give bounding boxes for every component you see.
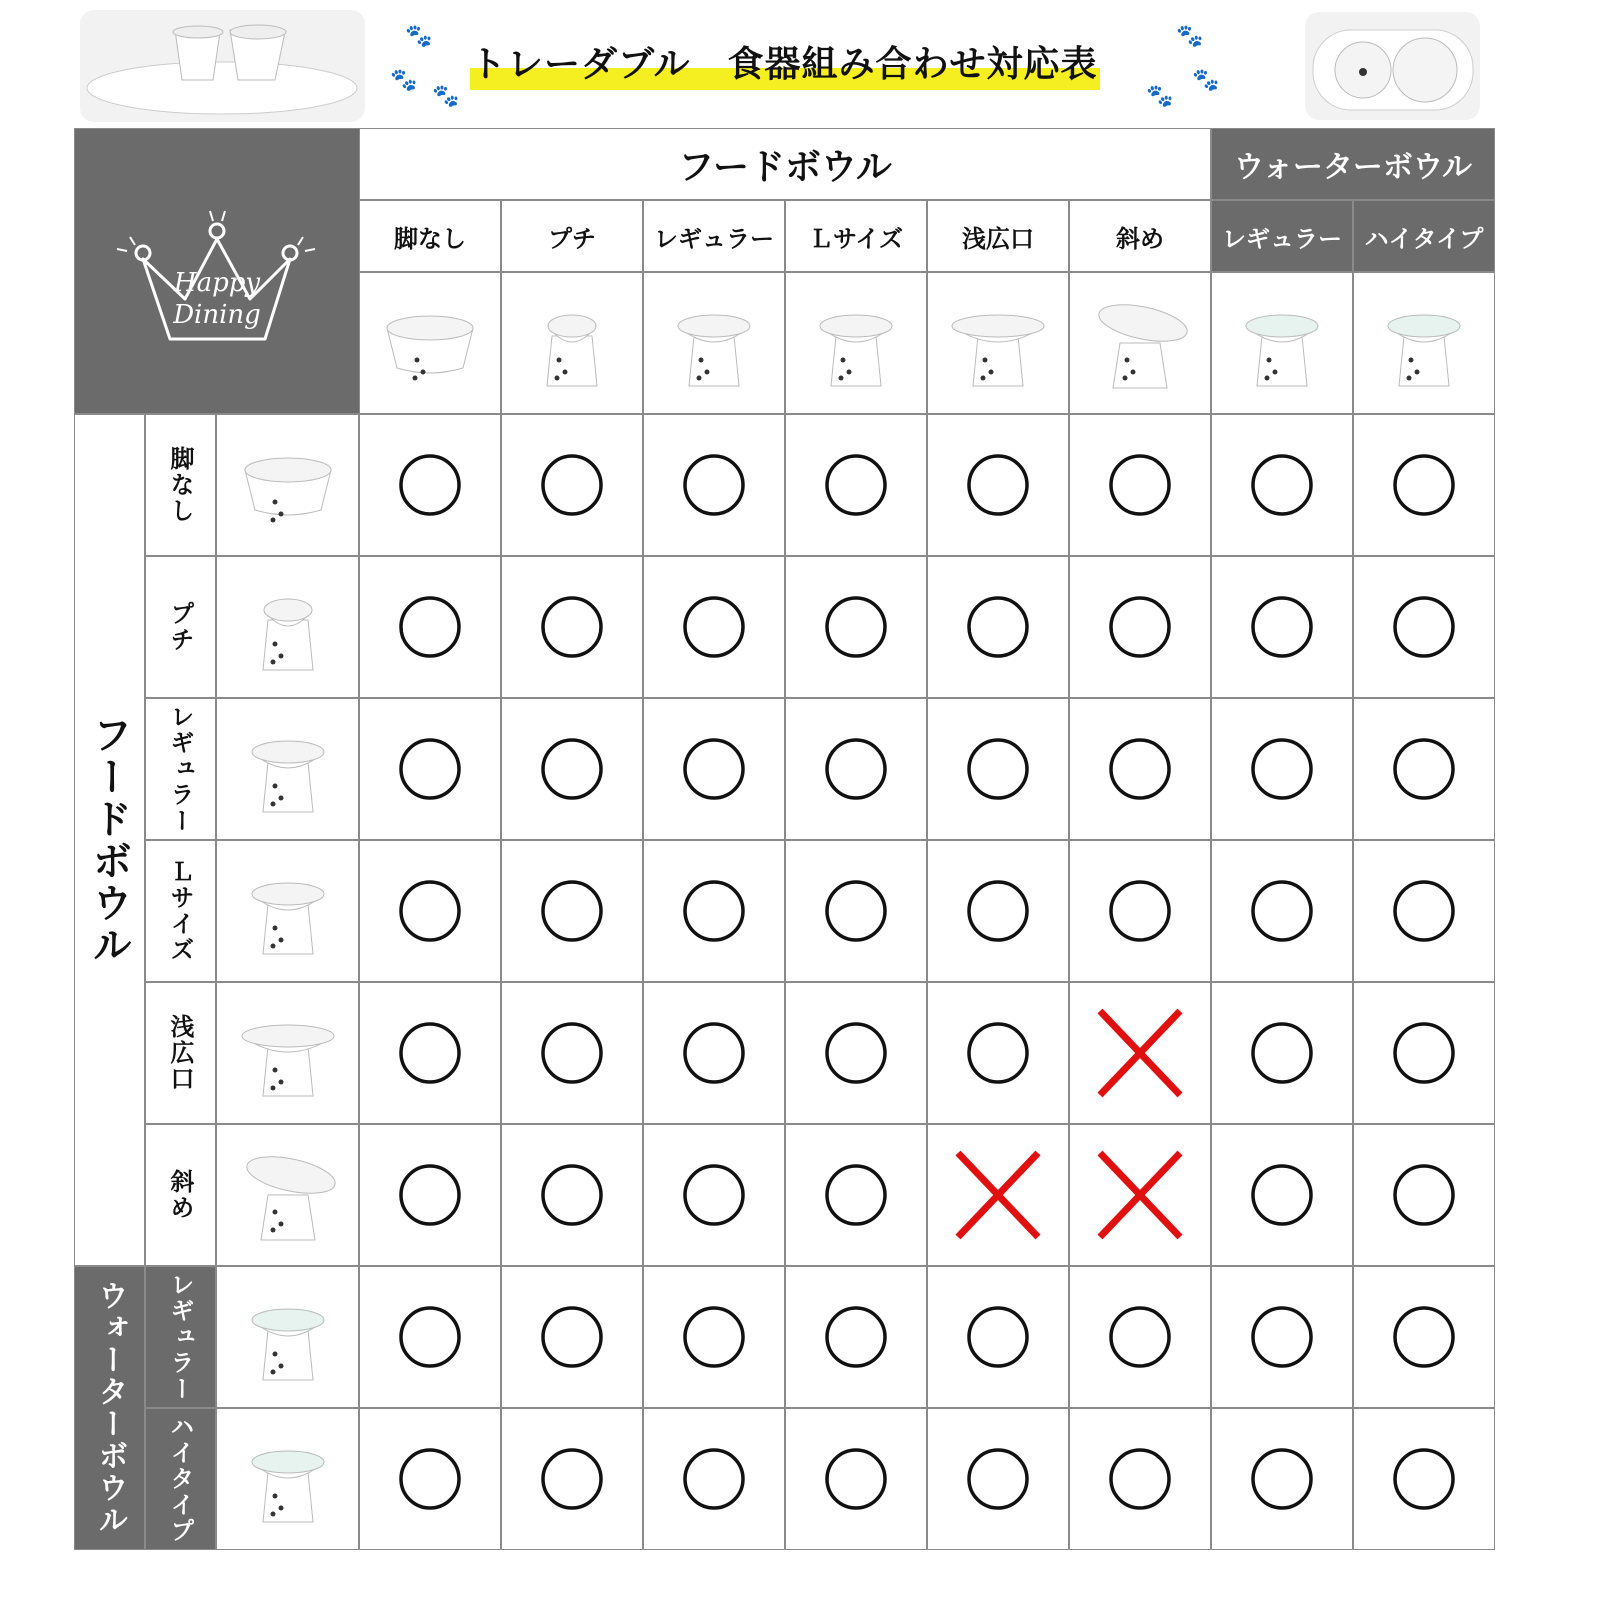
matrix-cell (1069, 840, 1211, 982)
paw-icon: 🐾 (432, 84, 460, 109)
bowl-icon (659, 288, 769, 398)
bowl-icon (233, 572, 343, 682)
bowl-icon (233, 998, 343, 1108)
compatible-circle-icon (664, 1003, 764, 1103)
logo-text-1: Happy (173, 268, 261, 298)
compatible-circle-icon (522, 1429, 622, 1529)
matrix-cell (785, 1266, 927, 1408)
col-header-5: 斜め (1069, 200, 1211, 272)
incompatible-cross-icon (1090, 1145, 1190, 1245)
bowl-icon (1227, 288, 1337, 398)
matrix-cell (643, 414, 785, 556)
compatible-circle-icon (948, 719, 1048, 819)
tray-photo-right (1305, 12, 1480, 120)
matrix-cell (1211, 1124, 1353, 1266)
compatible-circle-icon (522, 577, 622, 677)
matrix-cell (927, 414, 1069, 556)
matrix-cell (643, 982, 785, 1124)
matrix-cell (359, 840, 501, 982)
matrix-cell (927, 1266, 1069, 1408)
row-header-0: 脚なし (145, 414, 216, 556)
compatible-circle-icon (1232, 1003, 1332, 1103)
compatible-circle-icon (664, 435, 764, 535)
matrix-cell (643, 840, 785, 982)
compatible-circle-icon (948, 1429, 1048, 1529)
bowl-icon (1369, 288, 1479, 398)
compatible-circle-icon (380, 719, 480, 819)
crown-logo (75, 129, 361, 415)
col-header-2: レギュラー (643, 200, 785, 272)
compatible-circle-icon (806, 1429, 906, 1529)
compatible-circle-icon (522, 1287, 622, 1387)
matrix-cell (1069, 698, 1211, 840)
bowl-icon (801, 288, 911, 398)
matrix-cell (1353, 698, 1495, 840)
col-photo-0 (359, 272, 501, 414)
matrix-cell (1211, 414, 1353, 556)
bowl-icon (233, 1282, 343, 1392)
matrix-cell (1353, 1408, 1495, 1550)
matrix-cell (1069, 1124, 1211, 1266)
matrix-cell (1211, 1408, 1353, 1550)
matrix-cell (1211, 840, 1353, 982)
matrix-cell (359, 982, 501, 1124)
bowl-icon (233, 856, 343, 966)
compatible-circle-icon (806, 861, 906, 961)
incompatible-cross-icon (1090, 1003, 1190, 1103)
row-group-food: フードボウル (74, 414, 145, 1266)
row-photo-4 (216, 982, 359, 1124)
row-header-4: 浅広口 (145, 982, 216, 1124)
matrix-cell (1353, 840, 1495, 982)
compatible-circle-icon (664, 1429, 764, 1529)
paw-icon: 🐾 (1176, 24, 1204, 49)
row-photo-7 (216, 1408, 359, 1550)
matrix-cell (1211, 698, 1353, 840)
matrix-cell (1353, 414, 1495, 556)
matrix-cell (927, 1124, 1069, 1266)
compatible-circle-icon (522, 435, 622, 535)
compatible-circle-icon (1374, 1287, 1474, 1387)
compatible-circle-icon (522, 861, 622, 961)
compatible-circle-icon (948, 861, 1048, 961)
row-group-water: ウォーターボウル (74, 1266, 145, 1550)
col-header-1: プチ (501, 200, 643, 272)
bowl-icon (375, 288, 485, 398)
compatible-circle-icon (380, 861, 480, 961)
compatible-circle-icon (522, 1145, 622, 1245)
compatible-circle-icon (380, 1003, 480, 1103)
matrix-cell (359, 556, 501, 698)
col-photo-5 (1069, 272, 1211, 414)
col-header-3: Ｌサイズ (785, 200, 927, 272)
compatible-circle-icon (1232, 1429, 1332, 1529)
matrix-cell (643, 698, 785, 840)
row-photo-2 (216, 698, 359, 840)
matrix-cell (501, 1266, 643, 1408)
paw-icon: 🐾 (1192, 68, 1220, 93)
compatible-circle-icon (380, 1429, 480, 1529)
matrix-cell (501, 698, 643, 840)
compatible-circle-icon (664, 577, 764, 677)
col-photo-6 (1211, 272, 1353, 414)
compatible-circle-icon (1232, 861, 1332, 961)
compatible-circle-icon (1232, 435, 1332, 535)
matrix-cell (1211, 982, 1353, 1124)
row-header-5: 斜め (145, 1124, 216, 1266)
compatible-circle-icon (806, 1145, 906, 1245)
matrix-cell (785, 1408, 927, 1550)
matrix-cell (643, 556, 785, 698)
col-group-water: ウォーターボウル (1211, 128, 1495, 200)
row-header-2: レギュラー (145, 698, 216, 840)
bowl-icon (1085, 288, 1195, 398)
col-group-food: フードボウル (359, 128, 1211, 200)
compatible-circle-icon (1374, 1145, 1474, 1245)
row-photo-5 (216, 1124, 359, 1266)
matrix-cell (643, 1408, 785, 1550)
compatible-circle-icon (1374, 719, 1474, 819)
matrix-cell (1069, 1408, 1211, 1550)
compatible-circle-icon (948, 577, 1048, 677)
row-header-1: プチ (145, 556, 216, 698)
matrix-cell (785, 982, 927, 1124)
col-header-4: 浅広口 (927, 200, 1069, 272)
col-header-6: レギュラー (1211, 200, 1353, 272)
col-photo-2 (643, 272, 785, 414)
col-photo-3 (785, 272, 927, 414)
paw-icon: 🐾 (405, 24, 433, 49)
compatible-circle-icon (1090, 435, 1190, 535)
compatible-circle-icon (664, 1287, 764, 1387)
bowl-icon (517, 288, 627, 398)
compatible-circle-icon (1232, 1287, 1332, 1387)
matrix-cell (359, 1266, 501, 1408)
matrix-cell (785, 414, 927, 556)
paw-icon: 🐾 (1146, 84, 1174, 109)
compatible-circle-icon (380, 577, 480, 677)
matrix-cell (927, 1408, 1069, 1550)
tray-photo-left (80, 10, 365, 122)
compatible-circle-icon (1090, 719, 1190, 819)
compatible-circle-icon (380, 1287, 480, 1387)
matrix-cell (501, 840, 643, 982)
compatible-circle-icon (664, 861, 764, 961)
compatible-circle-icon (1374, 435, 1474, 535)
matrix-cell (501, 414, 643, 556)
compatible-circle-icon (664, 1145, 764, 1245)
compatible-circle-icon (1374, 577, 1474, 677)
page-title: トレーダブル 食器組み合わせ対応表 (470, 44, 1098, 85)
col-header-0: 脚なし (359, 200, 501, 272)
incompatible-cross-icon (948, 1145, 1048, 1245)
compatible-circle-icon (522, 719, 622, 819)
matrix-cell (927, 556, 1069, 698)
matrix-cell (1069, 414, 1211, 556)
compatible-circle-icon (1374, 1429, 1474, 1529)
row-photo-6 (216, 1266, 359, 1408)
bowl-icon (233, 1424, 343, 1534)
logo-cell (74, 128, 360, 414)
bowl-icon (233, 1140, 343, 1250)
compatible-circle-icon (1090, 1429, 1190, 1529)
matrix-cell (1069, 1266, 1211, 1408)
compatible-circle-icon (1090, 861, 1190, 961)
compatible-circle-icon (522, 1003, 622, 1103)
compatible-circle-icon (806, 719, 906, 819)
compatible-circle-icon (380, 435, 480, 535)
matrix-cell (643, 1266, 785, 1408)
col-photo-1 (501, 272, 643, 414)
matrix-cell (785, 556, 927, 698)
matrix-cell (785, 698, 927, 840)
bowl-icon (943, 288, 1053, 398)
compatible-circle-icon (806, 435, 906, 535)
paw-icon: 🐾 (390, 68, 418, 93)
matrix-cell (1353, 1266, 1495, 1408)
matrix-cell (927, 840, 1069, 982)
matrix-cell (1069, 556, 1211, 698)
compatible-circle-icon (1090, 577, 1190, 677)
matrix-cell (359, 1408, 501, 1550)
matrix-cell (1211, 1266, 1353, 1408)
col-photo-7 (1353, 272, 1495, 414)
compatible-circle-icon (806, 577, 906, 677)
compatible-circle-icon (1232, 577, 1332, 677)
matrix-cell (1353, 982, 1495, 1124)
matrix-cell (501, 1124, 643, 1266)
matrix-cell (927, 982, 1069, 1124)
compatible-circle-icon (948, 435, 1048, 535)
col-header-7: ハイタイプ (1353, 200, 1495, 272)
row-header-3: Ｌサイズ (145, 840, 216, 982)
compatible-circle-icon (948, 1003, 1048, 1103)
compatible-circle-icon (1374, 861, 1474, 961)
matrix-cell (1069, 982, 1211, 1124)
matrix-cell (785, 840, 927, 982)
compatible-circle-icon (1374, 1003, 1474, 1103)
bowl-icon (233, 430, 343, 540)
compatible-circle-icon (380, 1145, 480, 1245)
matrix-cell (501, 1408, 643, 1550)
compatible-circle-icon (806, 1003, 906, 1103)
matrix-cell (785, 1124, 927, 1266)
compatible-circle-icon (806, 1287, 906, 1387)
compatible-circle-icon (948, 1287, 1048, 1387)
matrix-cell (1353, 1124, 1495, 1266)
bowl-icon (233, 714, 343, 824)
tray-top-illustration (1305, 12, 1480, 120)
matrix-cell (643, 1124, 785, 1266)
matrix-cell (359, 698, 501, 840)
row-photo-1 (216, 556, 359, 698)
matrix-cell (501, 556, 643, 698)
row-header-6: レギュラー (145, 1266, 216, 1408)
logo-text-2: Dining (173, 300, 261, 330)
col-photo-4 (927, 272, 1069, 414)
compatible-circle-icon (1232, 719, 1332, 819)
matrix-cell (927, 698, 1069, 840)
row-header-7: ハイタイプ (145, 1408, 216, 1550)
row-photo-3 (216, 840, 359, 982)
matrix-cell (359, 1124, 501, 1266)
row-photo-0 (216, 414, 359, 556)
compatible-circle-icon (1090, 1287, 1190, 1387)
matrix-cell (359, 414, 501, 556)
matrix-cell (1211, 556, 1353, 698)
compatible-circle-icon (664, 719, 764, 819)
tray-illustration (80, 10, 365, 122)
matrix-cell (1353, 556, 1495, 698)
matrix-cell (501, 982, 643, 1124)
compatible-circle-icon (1232, 1145, 1332, 1245)
